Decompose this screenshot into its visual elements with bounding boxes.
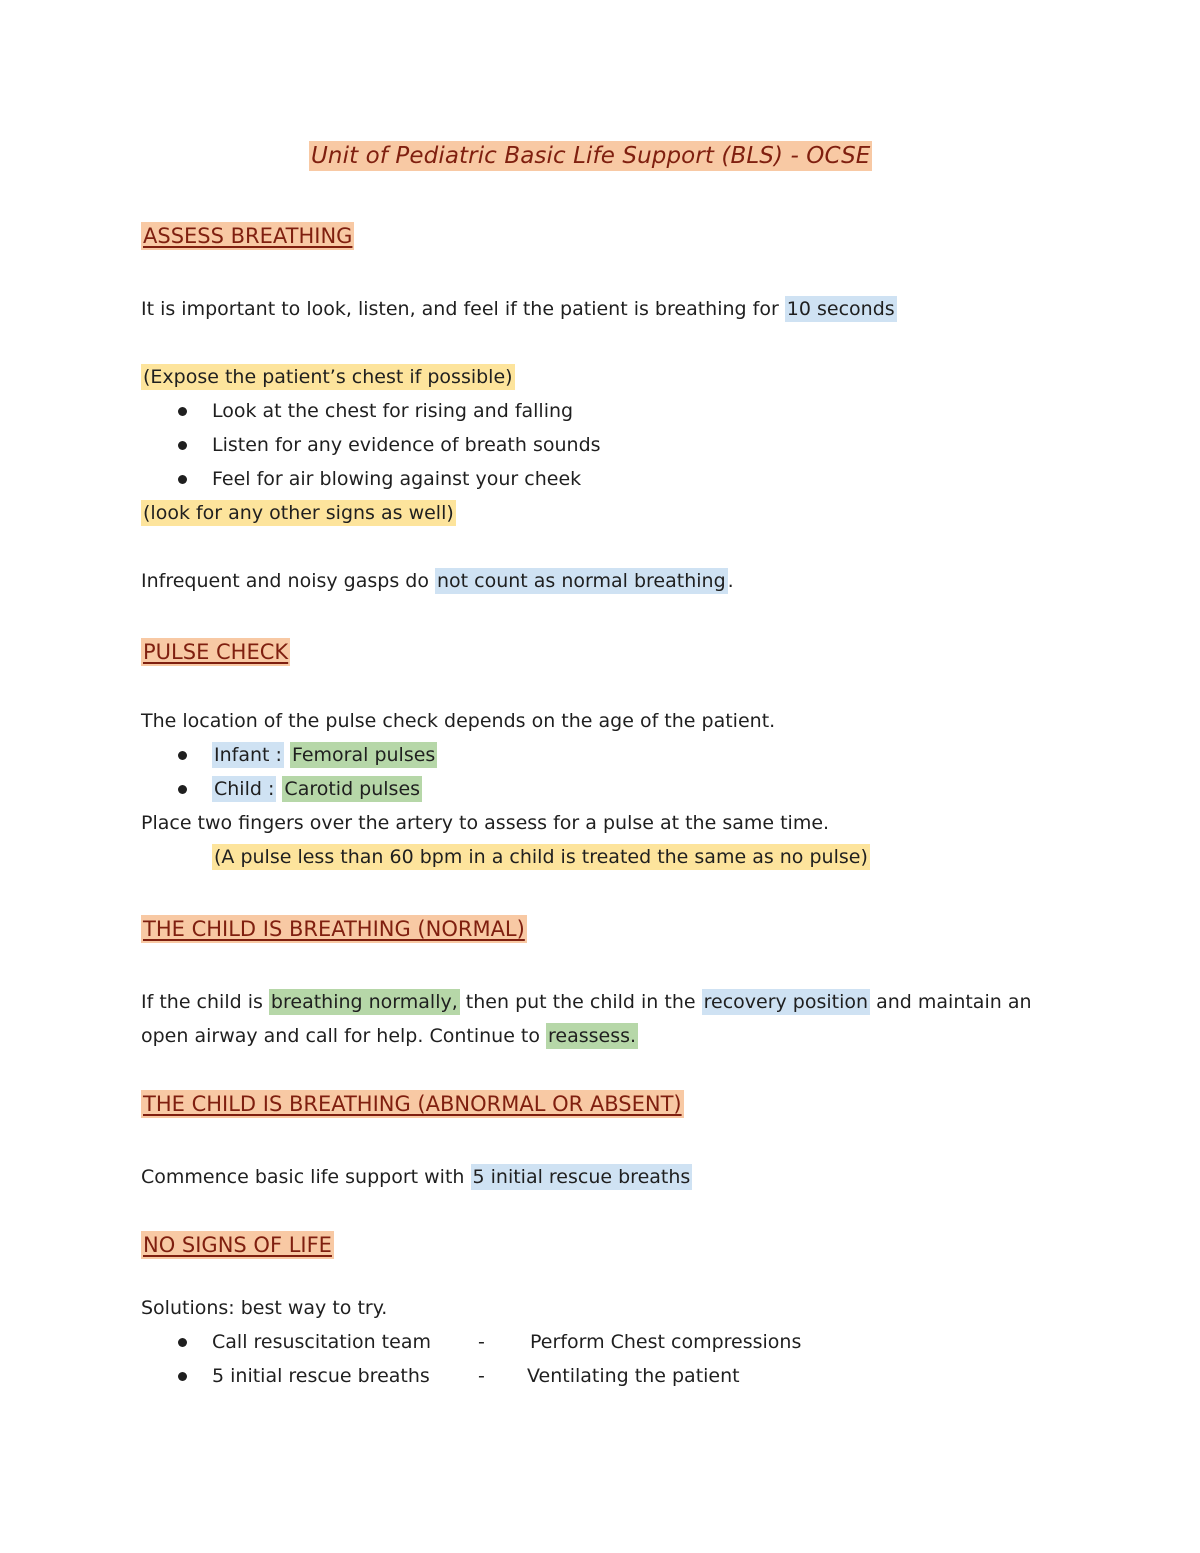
normal-text-line-1: If the child is breathing normally, then put the child in the recovery position and maintain an <box>141 991 1032 1013</box>
normal-text-line-2: open airway and call for help. Continue to reassess. <box>141 1025 637 1047</box>
bullet-icon <box>178 1338 187 1347</box>
bullet-icon <box>178 1372 187 1381</box>
pulse-check-heading: PULSE CHECK <box>143 640 289 664</box>
breathing-abnormal-heading: THE CHILD IS BREATHING (ABNORMAL OR ABSENT) <box>143 1092 682 1116</box>
other-signs-note: (look for any other signs as well) <box>143 502 454 524</box>
list-item-child: Child : Carotid pulses <box>214 778 421 800</box>
abnormal-text: Commence basic life support with 5 initial rescue breaths <box>141 1166 691 1188</box>
page-title <box>309 141 872 171</box>
list-item: Feel for air blowing against your cheek <box>212 468 582 490</box>
assess-intro: It is important to look, listen, and feel if the patient is breathing for 10 seconds <box>141 298 895 320</box>
breathing-normal-heading: THE CHILD IS BREATHING (NORMAL) <box>143 917 525 941</box>
pulse-rate-note: (A pulse less than 60 bpm in a child is treated the same as no pulse) <box>214 846 868 868</box>
list-item: Look at the chest for rising and falling <box>212 400 574 422</box>
solution-dash: - <box>478 1331 485 1353</box>
gasps-note: Infrequent and noisy gasps do not count as normal breathing . <box>141 570 734 592</box>
bullet-icon <box>178 475 187 484</box>
no-signs-of-life-heading: NO SIGNS OF LIFE <box>143 1233 332 1257</box>
bullet-icon <box>178 785 187 794</box>
list-item: Listen for any evidence of breath sounds <box>212 434 601 456</box>
solution-left: 5 initial rescue breaths <box>212 1365 430 1387</box>
solutions-intro: Solutions: best way to try. <box>141 1297 388 1319</box>
list-item-infant: Infant : Femoral pulses <box>214 744 436 766</box>
place-fingers-text: Place two fingers over the artery to assess for a pulse at the same time. <box>141 812 830 834</box>
pulse-intro: The location of the pulse check depends on the age of the patient. <box>141 710 776 732</box>
ten-seconds-highlight: 10 seconds <box>786 298 895 320</box>
assess-breathing-heading: ASSESS BREATHING <box>143 224 353 248</box>
expose-chest-note: (Expose the patient’s chest if possible) <box>143 366 513 388</box>
not-normal-breathing-highlight: not count as normal breathing <box>436 570 726 592</box>
bullet-icon <box>178 751 187 760</box>
solution-dash: - <box>478 1365 485 1387</box>
bullet-icon <box>178 407 187 416</box>
solution-right: Perform Chest compressions <box>530 1331 802 1353</box>
solution-right: Ventilating the patient <box>527 1365 740 1387</box>
title-highlight: Unit of Pediatric Basic Life Support (BLS) - OCSE <box>311 143 871 169</box>
solution-left: Call resuscitation team <box>212 1331 431 1353</box>
bullet-icon <box>178 441 187 450</box>
